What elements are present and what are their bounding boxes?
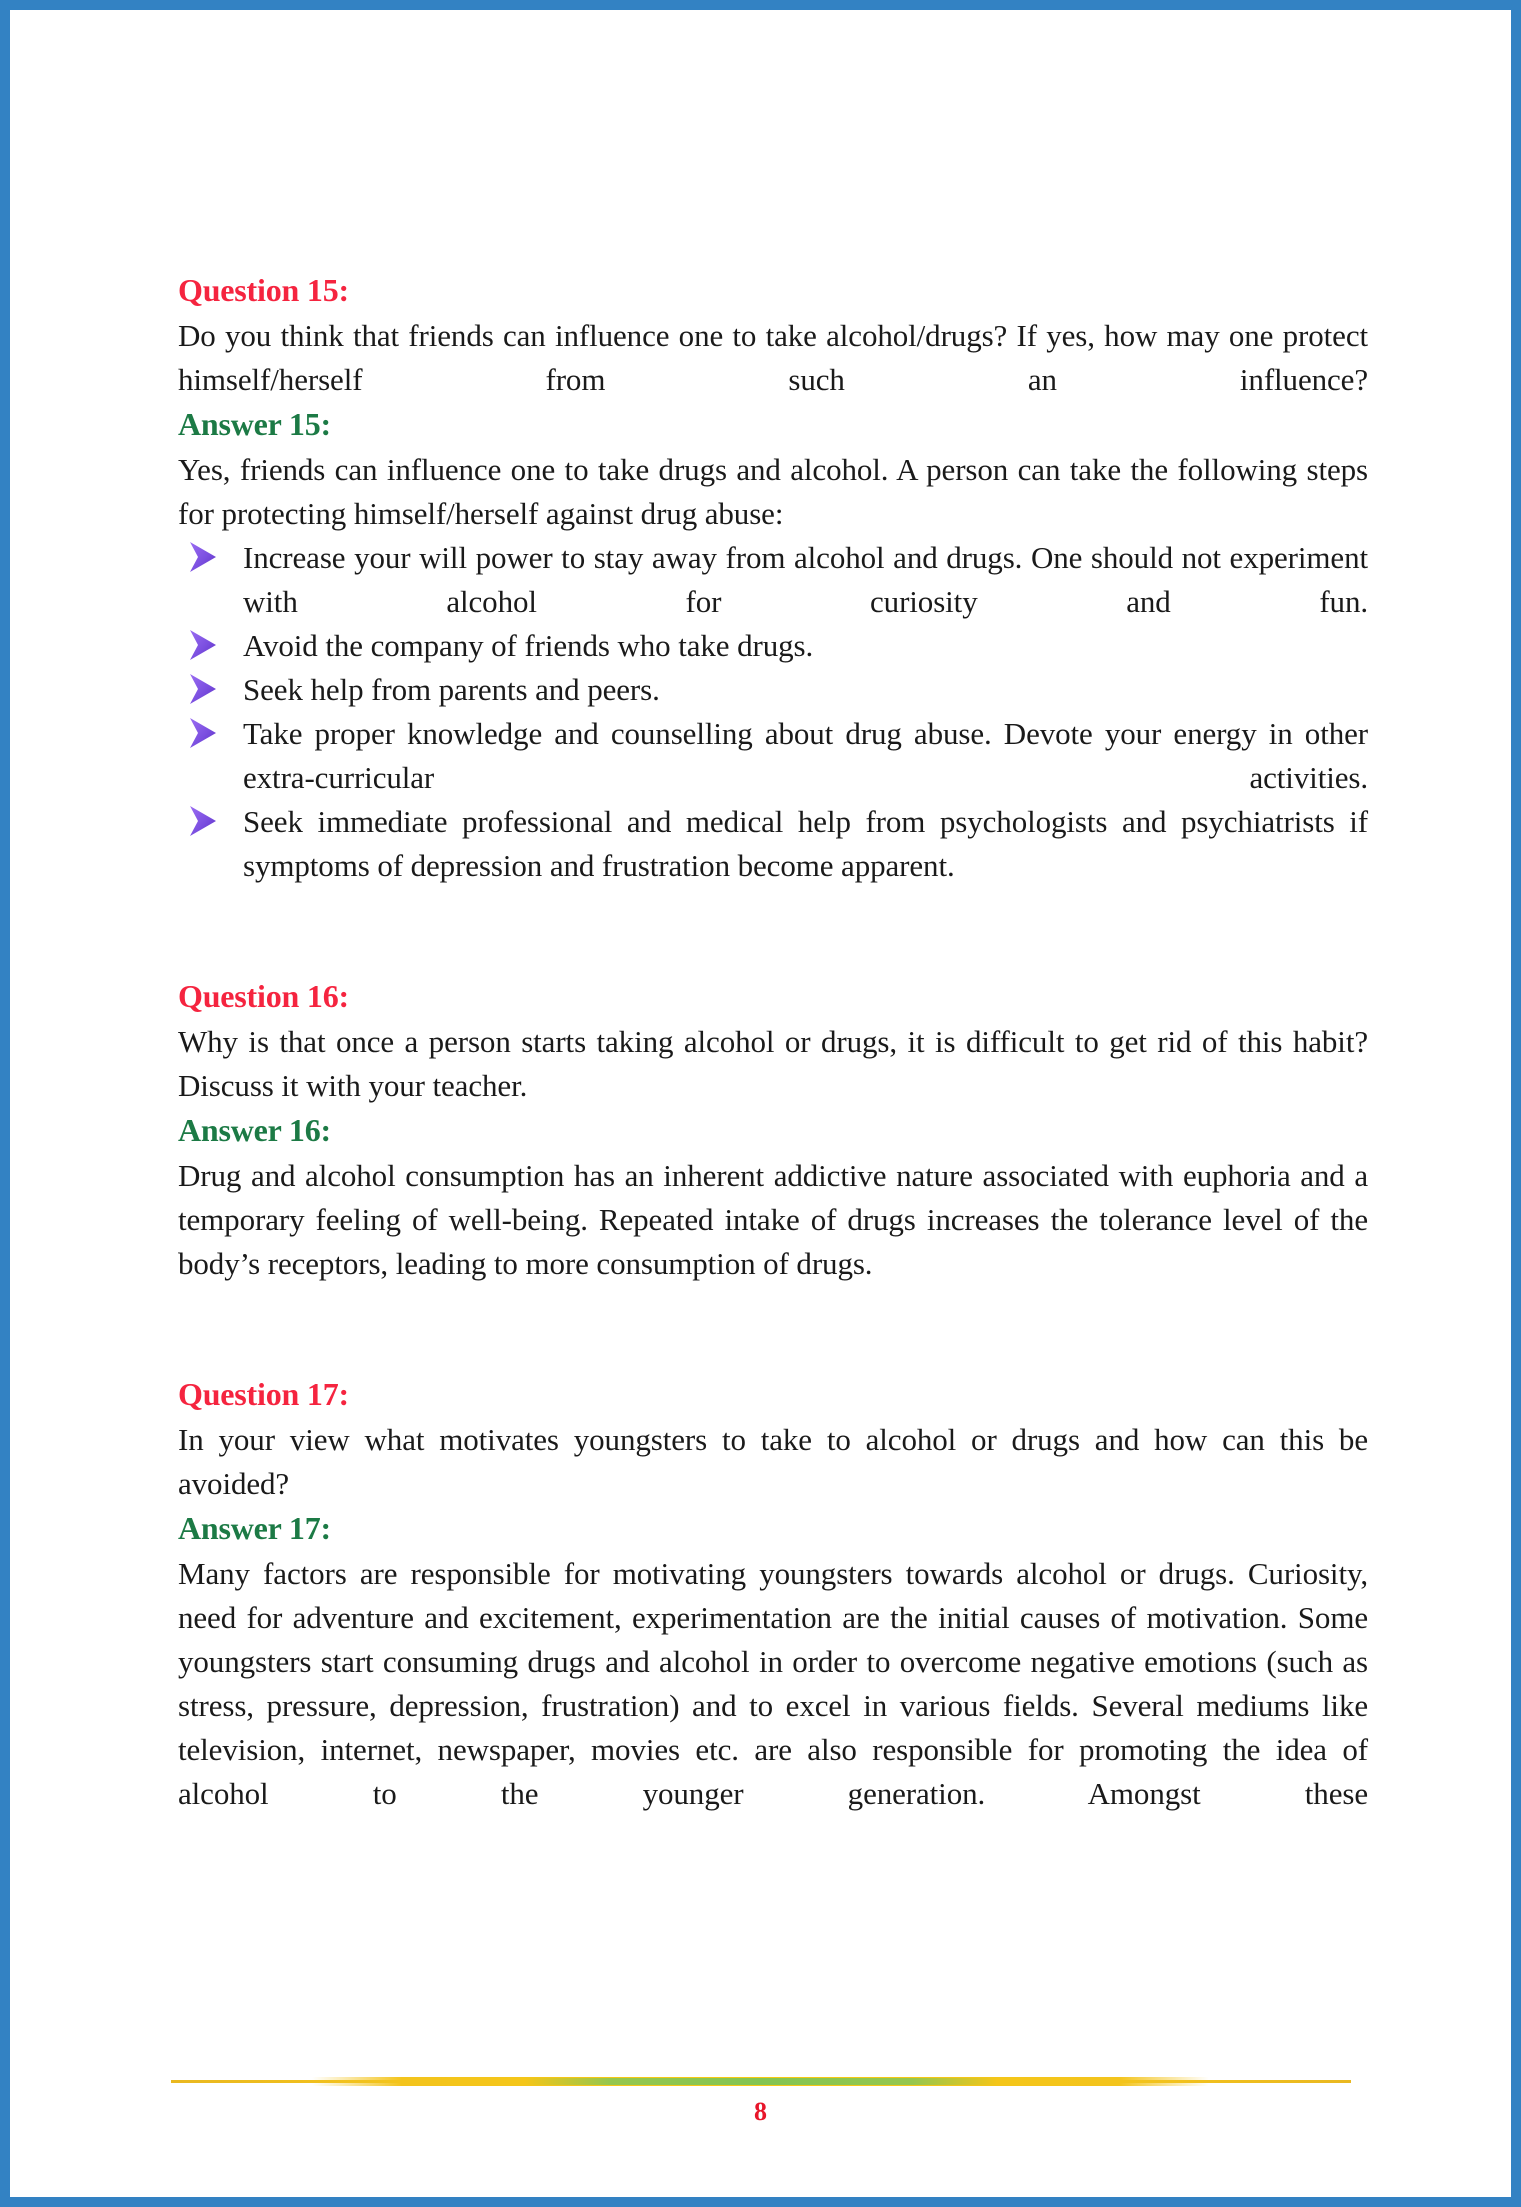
footer-rule-green-core: [525, 2078, 997, 2085]
footer-decorative-rule: [171, 2073, 1351, 2089]
arrow-bullet-icon: [186, 802, 220, 840]
answer-bullet-list-15: [178, 536, 1368, 888]
list-item: [178, 800, 1368, 888]
answer-heading-16: Answer 16:: [178, 1112, 331, 1148]
list-item-text: Take proper knowledge and counselling about drug abuse. Devote your energy in other extra-curricular activities.: [243, 716, 1368, 795]
answer-heading-17: Answer 17:: [178, 1510, 331, 1546]
question-heading-15: Question 15:: [178, 272, 349, 308]
list-item-text: Seek immediate professional and medical help from psychologists and psychiatrists if symptoms of depression and frustration become apparent.: [243, 804, 1368, 883]
answer-intro-16: Drug and alcohol consumption has an inherent addictive nature associated with euphoria and a temporary feeling of well-being. Repeated intake of drugs increases the tolerance level of the body’s receptors, leading to more consumption of drugs.: [178, 1158, 1368, 1281]
list-item-text: Avoid the company of friends who take drugs.: [243, 628, 814, 663]
section-spacer: [178, 1286, 1368, 1372]
question-heading-16: Question 16:: [178, 978, 349, 1014]
arrow-bullet-icon: [186, 538, 220, 576]
page-content: [178, 268, 1368, 1816]
arrow-bullet-icon: [186, 714, 220, 752]
arrow-bullet-icon: [186, 626, 220, 664]
answer-intro-17: Many factors are responsible for motivating youngsters towards alcohol or drugs. Curiosity, need for adventure and excitement, experimentation are the initial causes of motivation. Some youngsters start consuming drugs and alcohol in order to overcome negative emotions (such as stress, pressure, depression, frustration) and to excel in various fields. Several mediums like television, internet, newspaper, movies etc. are also responsible for promoting the idea of alcohol to the younger generation. Amongst these: [178, 1556, 1368, 1811]
question-text-17: In your view what motivates youngsters to take to alcohol or drugs and how can this be avoided?: [178, 1422, 1368, 1501]
qa-section-15: [178, 268, 1368, 888]
list-item: [178, 712, 1368, 800]
question-text-16: Why is that once a person starts taking alcohol or drugs, it is difficult to get rid of this habit? Discuss it with your teacher.: [178, 1024, 1368, 1103]
qa-section-17: [178, 1372, 1368, 1816]
answer-intro-15: Yes, friends can influence one to take drugs and alcohol. A person can take the following steps for protecting himself/herself against drug abuse:: [178, 452, 1368, 531]
page-footer: [10, 2073, 1511, 2125]
list-item-text: Increase your will power to stay away from alcohol and drugs. One should not experiment with alcohol for curiosity and fun.: [243, 540, 1368, 619]
page-number: 8: [754, 2097, 767, 2126]
question-text-15: Do you think that friends can influence one to take alcohol/drugs? If yes, how may one protect himself/herself from such an influence?: [178, 318, 1368, 397]
list-item: [178, 624, 1368, 668]
section-spacer: [178, 888, 1368, 974]
list-item: [178, 536, 1368, 624]
list-item: [178, 668, 1368, 712]
page-sheet: [10, 10, 1511, 2197]
arrow-bullet-icon: [186, 670, 220, 708]
question-heading-17: Question 17:: [178, 1376, 349, 1412]
answer-heading-15: Answer 15:: [178, 406, 331, 442]
list-item-text: Seek help from parents and peers.: [243, 672, 660, 707]
qa-section-16: [178, 974, 1368, 1286]
